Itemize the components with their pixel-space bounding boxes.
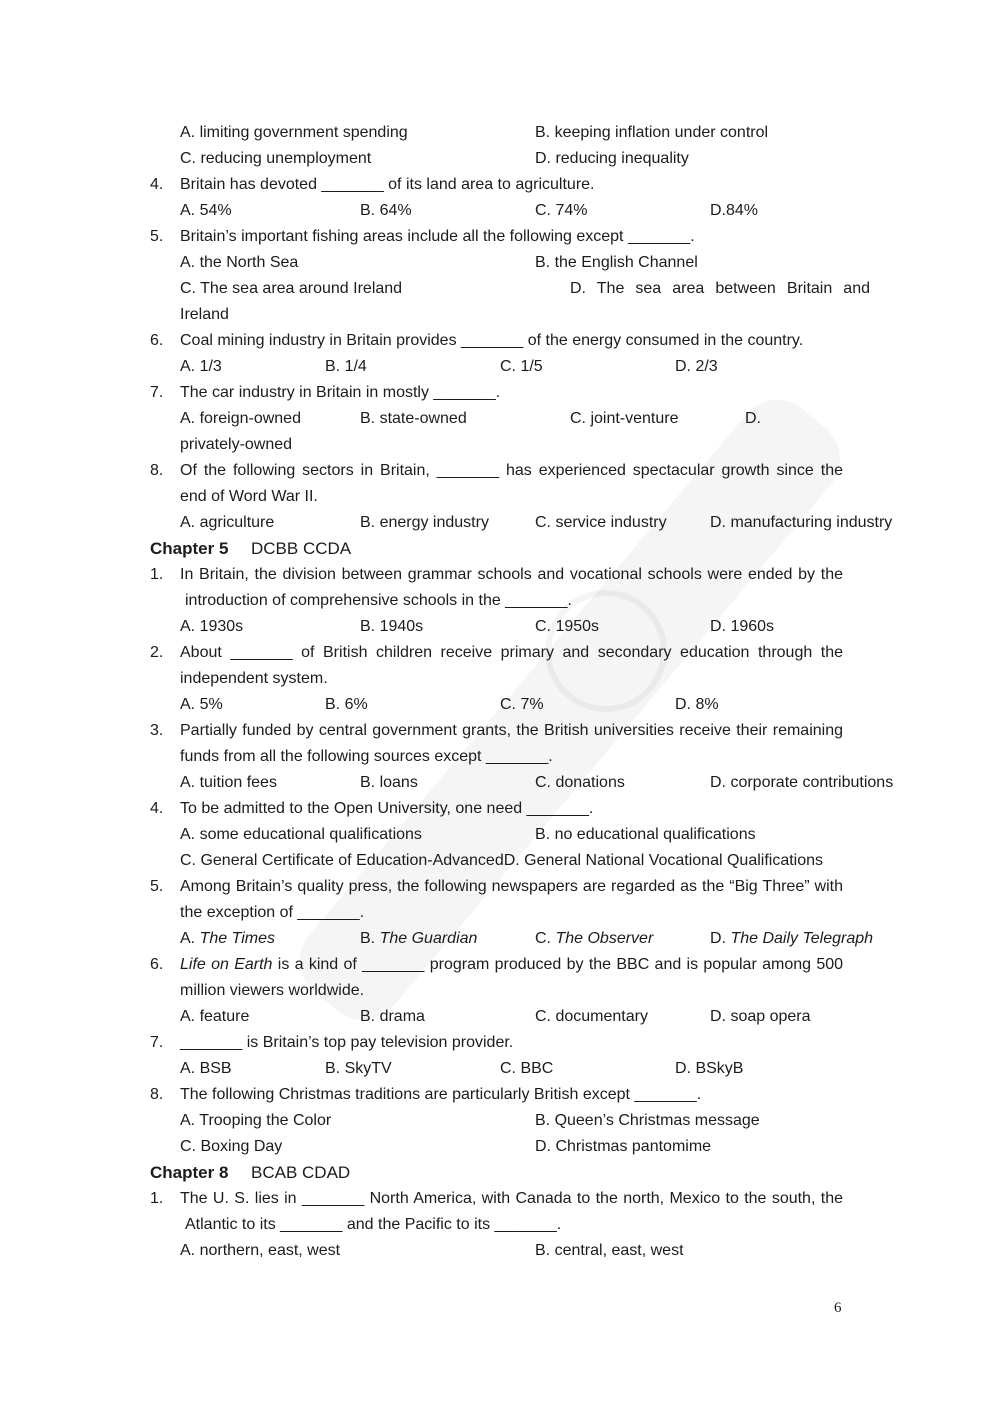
question-text: To be admitted to the Open University, one need _______.	[180, 800, 594, 817]
chapter-5-heading	[0, 536, 993, 562]
prev-q8-prompt	[0, 458, 993, 484]
ch8-q1-options-ab	[0, 1238, 993, 1264]
prev-q4-options	[0, 198, 993, 224]
prev-q7-options	[0, 406, 993, 432]
question-number: 2.	[150, 644, 164, 661]
question-text: The U. S. lies in _______ North America, with Canada to the north, Mexico to the south, the	[180, 1190, 843, 1207]
ch8-q1-prompt-wrap	[0, 1212, 993, 1238]
option-c: C. BBC	[500, 1060, 554, 1077]
option-d: D. 1960s	[710, 618, 775, 635]
option-a: A. foreign-owned	[180, 410, 301, 427]
option-c	[535, 926, 653, 952]
question-number: 1.	[150, 566, 164, 583]
option-c: C. 1950s	[535, 618, 600, 635]
option-letter: D.	[710, 930, 726, 947]
option-b: B. 6%	[325, 696, 368, 713]
question-number: 4.	[150, 800, 164, 817]
question-number: 4.	[150, 176, 164, 193]
question-number: 5.	[150, 878, 164, 895]
option-c: C. 7%	[500, 696, 544, 713]
question-number: 1.	[150, 1190, 164, 1207]
chapter-title: Chapter 5	[150, 539, 229, 558]
question-number: 6.	[150, 332, 164, 349]
question-number: 7.	[150, 384, 164, 401]
option-a: A. northern, east, west	[180, 1242, 341, 1259]
prev-q8-prompt-wrap	[0, 484, 993, 510]
option-c: C. General Certificate of Education-Advanced	[180, 852, 504, 869]
option-a: A. tuition fees	[180, 774, 277, 791]
option-d-continued: Ireland	[180, 306, 229, 323]
ch5-q5-prompt	[0, 874, 993, 900]
ch5-q4-options-ab	[0, 822, 993, 848]
question-number: 5.	[150, 228, 164, 245]
answer-key: DCBB CCDA	[251, 539, 352, 558]
question-number: 6.	[150, 956, 164, 973]
ch5-q8-prompt	[0, 1082, 993, 1108]
option-a: A. agriculture	[180, 514, 275, 531]
option-a: A. 54%	[180, 202, 232, 219]
question-text: Britain’s important fishing areas include all the following except _______.	[180, 228, 695, 245]
question-text-continued: funds from all the following sources except _______.	[180, 748, 553, 765]
ch5-q4-options-cd	[0, 848, 993, 874]
prev-q6-prompt	[0, 328, 993, 354]
chapter-8-heading	[0, 1160, 993, 1186]
ch8-q1-prompt	[0, 1186, 993, 1212]
ch5-q3-options	[0, 770, 993, 796]
option-cd-line	[180, 848, 823, 874]
option-d: D.	[745, 410, 761, 427]
question-text-body: is a kind of _______ program produced by the BBC and is popular among 500	[277, 956, 844, 973]
option-d: D. corporate contributions	[710, 774, 894, 791]
option-a: A. some educational qualifications	[180, 826, 422, 843]
option-c: C. service industry	[535, 514, 667, 531]
prev-q7-prompt	[0, 380, 993, 406]
question-text-continued: the exception of _______.	[180, 904, 365, 921]
option-letter: B.	[360, 930, 376, 947]
question-text: The following Christmas traditions are particularly British except _______.	[180, 1086, 702, 1103]
option-b: B. Queen’s Christmas message	[535, 1112, 760, 1129]
question-text: In Britain, the division between grammar schools and vocational schools were ended by the	[180, 566, 843, 583]
ch5-q8-options-cd	[0, 1134, 993, 1160]
option-d: D. reducing inequality	[535, 150, 689, 167]
ch5-q1-prompt-wrap	[0, 588, 993, 614]
option-a: A. 1/3	[180, 358, 222, 375]
chapter-title: Chapter 8	[150, 1163, 229, 1182]
option-c: C. donations	[535, 774, 625, 791]
prev-q8-options	[0, 510, 993, 536]
option-c: C. 74%	[535, 202, 588, 219]
option-d: D. BSkyB	[675, 1060, 744, 1077]
option-a: A. the North Sea	[180, 254, 299, 271]
option-a: A. BSB	[180, 1060, 232, 1077]
question-number: 7.	[150, 1034, 164, 1051]
question-number: 3.	[150, 722, 164, 739]
ch5-q2-options	[0, 692, 993, 718]
option-b: B. drama	[360, 1008, 425, 1025]
option-d: D. The sea area between Britain and	[570, 280, 870, 297]
option-c: C. Boxing Day	[180, 1138, 283, 1155]
option-a: A. 1930s	[180, 618, 244, 635]
option-d: D. General National Vocational Qualifications	[503, 852, 824, 869]
option-b: B. loans	[360, 774, 418, 791]
ch5-q4-prompt	[0, 796, 993, 822]
ch5-q7-options	[0, 1056, 993, 1082]
prev-q3-options-cd	[0, 146, 993, 172]
question-text-continued: end of Word War II.	[180, 488, 318, 505]
option-b: B. state-owned	[360, 410, 467, 427]
question-text-continued: introduction of comprehensive schools in the _______.	[185, 592, 572, 609]
option-d: D. 8%	[675, 696, 719, 713]
question-text-continued: Atlantic to its _______ and the Pacific to its _______.	[185, 1216, 562, 1233]
prev-q4-prompt	[0, 172, 993, 198]
question-text: About _______ of British children receive primary and secondary education through the	[180, 644, 843, 661]
option-d: D. manufacturing industry	[710, 514, 893, 531]
option-d-continued: privately-owned	[180, 436, 293, 453]
newspaper-title: The Observer	[555, 930, 654, 947]
option-a: A. 5%	[180, 696, 223, 713]
question-text: Among Britain’s quality press, the following newspapers are regarded as the “Big Three” with	[180, 878, 843, 895]
option-d	[710, 926, 873, 952]
option-b: B. central, east, west	[535, 1242, 684, 1259]
question-text	[180, 952, 843, 978]
question-text-continued: independent system.	[180, 670, 328, 687]
ch5-q2-prompt	[0, 640, 993, 666]
program-title: Life on Earth	[180, 956, 273, 973]
option-a: A. Trooping the Color	[180, 1112, 332, 1129]
ch5-q8-options-ab	[0, 1108, 993, 1134]
ch5-q6-prompt	[0, 952, 993, 978]
option-b: B. 64%	[360, 202, 412, 219]
question-text: The car industry in Britain in mostly _______.	[180, 384, 501, 401]
question-list	[0, 120, 993, 1264]
prev-q5-options-ab	[0, 250, 993, 276]
page-number: 6	[834, 1300, 842, 1316]
question-text: Partially funded by central government grants, the British universities receive their remaining	[180, 722, 843, 739]
option-letter: C.	[535, 930, 551, 947]
ch5-q1-options	[0, 614, 993, 640]
ch5-q5-prompt-wrap	[0, 900, 993, 926]
option-b: B. 1940s	[360, 618, 424, 635]
ch5-q3-prompt	[0, 718, 993, 744]
prev-q5-options-cd	[0, 276, 993, 302]
question-text: Coal mining industry in Britain provides _______ of the energy consumed in the country.	[180, 332, 804, 349]
option-b	[360, 926, 477, 952]
question-number: 8.	[150, 462, 164, 479]
prev-q5-prompt	[0, 224, 993, 250]
ch5-q6-options	[0, 1004, 993, 1030]
newspaper-title: The Daily Telegraph	[730, 930, 874, 947]
option-c: C. The sea area around Ireland	[180, 280, 403, 297]
ch5-q6-prompt-wrap	[0, 978, 993, 1004]
question-text: Britain has devoted _______ of its land area to agriculture.	[180, 176, 595, 193]
option-b: B. keeping inflation under control	[535, 124, 769, 141]
option-b: B. 1/4	[325, 358, 367, 375]
newspaper-title: The Times	[199, 930, 276, 947]
ch5-q5-options	[0, 926, 993, 952]
option-c: C. reducing unemployment	[180, 150, 372, 167]
option-c: C. documentary	[535, 1008, 648, 1025]
option-d: D.84%	[710, 202, 759, 219]
ch5-q1-prompt	[0, 562, 993, 588]
question-number: 8.	[150, 1086, 164, 1103]
ch5-q2-prompt-wrap	[0, 666, 993, 692]
option-letter: A.	[180, 930, 196, 947]
prev-q3-options-ab	[0, 120, 993, 146]
ch5-q7-prompt	[0, 1030, 993, 1056]
ch5-q3-prompt-wrap	[0, 744, 993, 770]
answer-key: BCAB CDAD	[251, 1163, 351, 1182]
question-text-continued: million viewers worldwide.	[180, 982, 365, 999]
option-b: B. SkyTV	[325, 1060, 392, 1077]
question-text: Of the following sectors in Britain, _______ has experienced spectacular growth since the	[180, 462, 843, 479]
option-a: A. feature	[180, 1008, 250, 1025]
option-c: C. 1/5	[500, 358, 543, 375]
option-d: D. soap opera	[710, 1008, 811, 1025]
prev-q7-option-d-wrap	[0, 432, 993, 458]
option-b: B. the English Channel	[535, 254, 698, 271]
prev-q5-option-d-wrap	[0, 302, 993, 328]
option-d: D. 2/3	[675, 358, 718, 375]
option-a	[180, 926, 275, 952]
option-c: C. joint-venture	[570, 410, 679, 427]
option-b: B. no educational qualifications	[535, 826, 756, 843]
prev-q6-options	[0, 354, 993, 380]
option-d: D. Christmas pantomime	[535, 1138, 712, 1155]
question-text: _______ is Britain’s top pay television provider.	[180, 1034, 514, 1051]
option-a: A. limiting government spending	[180, 124, 408, 141]
option-b: B. energy industry	[360, 514, 489, 531]
newspaper-title: The Guardian	[379, 930, 478, 947]
